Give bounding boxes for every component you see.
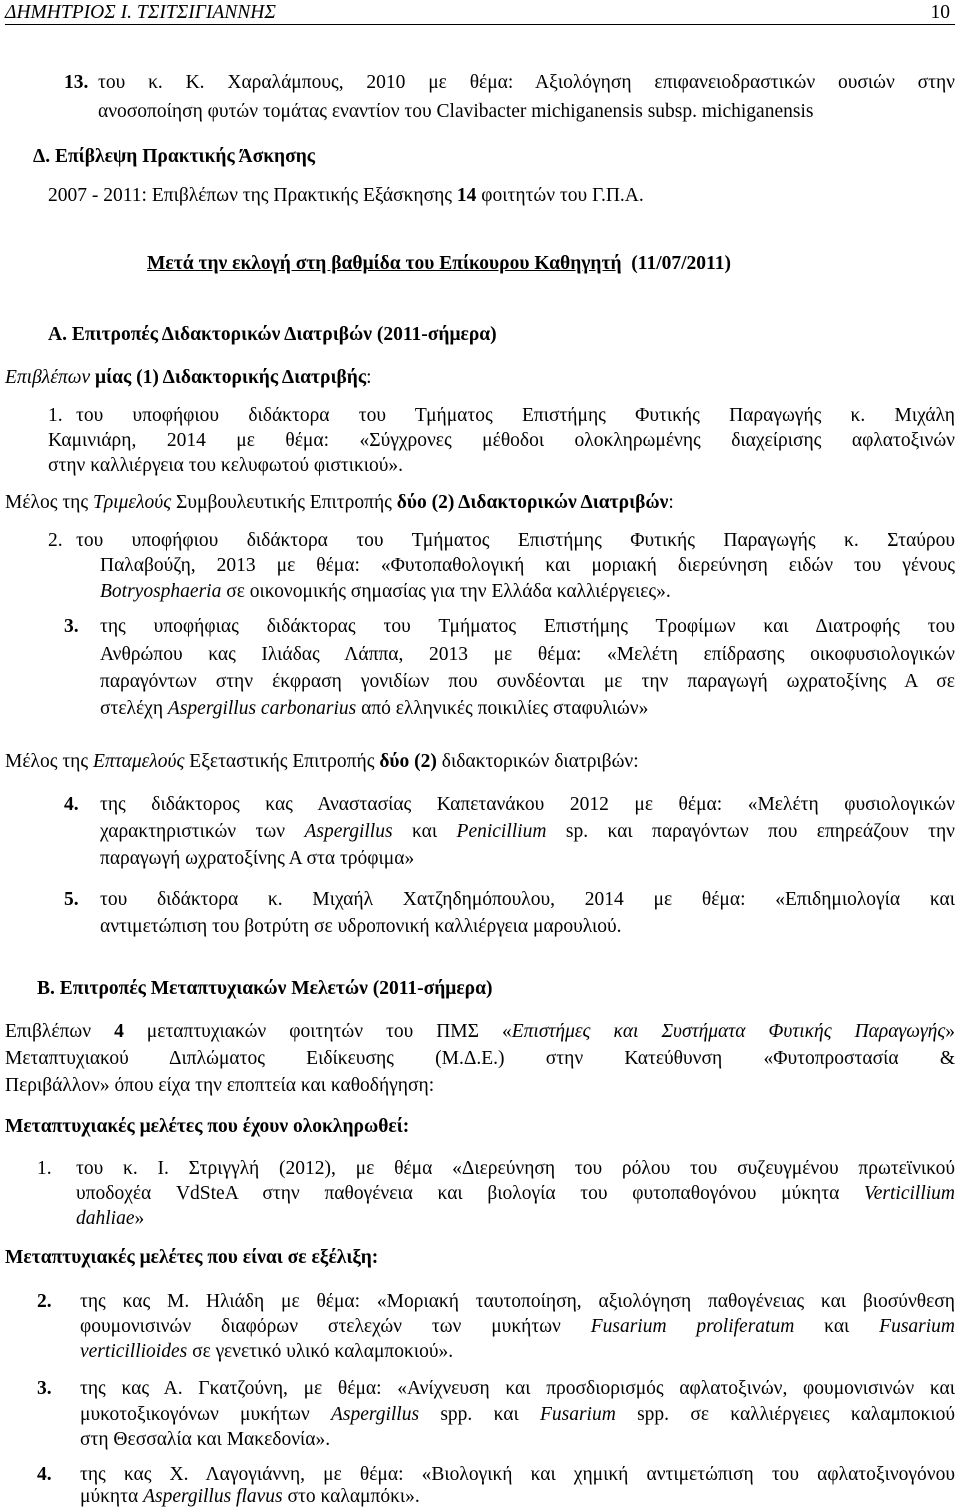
item-line <box>80 1484 955 1509</box>
item-line: της κας Α. Γκατζούνη, με θέμα: «Ανίχνευση και προσδιορισμός αφλατοξινών, φουμονισινών και <box>80 1378 955 1399</box>
item-line: του κ. Κ. Χαραλάμπους, 2010 με θέμα: Αξιολόγηση επιφανειοδραστικών ουσιών στην <box>98 72 955 93</box>
item-line <box>100 819 955 844</box>
species-name: Aspergillus carbonarius <box>167 698 357 719</box>
text: » <box>134 1208 145 1229</box>
text: και <box>392 821 457 842</box>
text: χαρακτηριστικών των <box>100 821 305 842</box>
text: μίας (1) Διδακτορικής Διατριβής <box>95 367 367 388</box>
text: διδακτορικών διατριβών: <box>436 751 639 772</box>
species-name: dahliae <box>76 1208 135 1229</box>
item-number: 4. <box>64 794 79 815</box>
item-line: Παλαβούζη, 2013 με θέμα: «Φυτοπαθολογική και μοριακή διερεύνηση ειδών του γένους <box>100 555 955 576</box>
item-number: 2. <box>48 530 63 551</box>
program-name: Επιστήμες και Συστήματα Φυτικής Παραγωγής <box>511 1021 946 1042</box>
text: : Επιβλέπων της Πρακτικής Εξάσκησης <box>141 185 457 206</box>
promotion-heading <box>147 251 731 276</box>
member-trimeles-line <box>5 490 674 515</box>
item-line: του διδάκτορα κ. Μιχαήλ Χατζηδημόπουλου, 2014 με θέμα: «Επιδημιολογία και <box>100 889 955 910</box>
item-line: Ανθρώπου κας Ιλιάδας Λάππα, 2013 με θέμα: «Μελέτη επίδρασης οικοφυσιολογικών <box>100 644 955 665</box>
intro-line: Μεταπτυχιακού Διπλώματος Ειδίκευσης (Μ.Δ.Ε.) στην Κατεύθυνση «Φυτοπροστασία & <box>5 1048 955 1069</box>
species-name: Aspergillus flavus <box>143 1486 283 1507</box>
item-line: του κ. Ι. Στριγγλή (2012), με θέμα «Διερεύνηση του ρόλου του συζευγμένου πρωτεϊνικού <box>76 1158 955 1179</box>
item-line: Καμινιάρη, 2014 με θέμα: «Σύγχρονες μέθοδοι ολοκληρωμένης διαχείρισης αφλατοξινών <box>48 430 955 451</box>
practical-training-text <box>48 183 928 208</box>
item-line: στη Θεσσαλία και Μακεδονία». <box>80 1429 331 1450</box>
text: μύκητα <box>80 1486 144 1507</box>
text: από ελληνικές ποικιλίες σταφυλιών» <box>356 698 649 719</box>
item-line: της κας Χ. Λαγογιάννη, με θέμα: «Βιολογική και χημική αντιμετώπιση του αφλατοξινογόνου <box>80 1464 955 1485</box>
text: δύο (2) <box>379 751 437 772</box>
intro-line: Περιβάλλον» όπου είχα την εποπτεία και καθοδήγηση: <box>5 1075 435 1096</box>
item-line: παραγωγή ωχρατοξίνης Α στα τρόφιμα» <box>100 848 415 869</box>
item-number: 13. <box>64 72 89 93</box>
item-line: του υποφήφιου διδάκτορα του Τμήματος Επιστήμης Φυτικής Παραγωγής κ. Σταύρου <box>76 530 955 551</box>
section-heading-a: Α. Επιτροπές Διδακτορικών Διατριβών (2011-σήμερα) <box>48 324 497 345</box>
text: spp. και <box>419 1404 540 1425</box>
item-number: 1. <box>48 405 63 426</box>
text: στελέχη <box>100 698 168 719</box>
text: μεταπτυχιακών φοιτητών του ΠΜΣ « <box>123 1021 512 1042</box>
text: φουμονισινών διαφόρων στελεχών των μυκήτων <box>80 1316 591 1337</box>
text: και <box>794 1316 880 1337</box>
supervising-line <box>5 365 372 390</box>
species-name: Penicillium <box>456 821 547 842</box>
ongoing-heading: Μεταπτυχιακές μελέτες που είναι σε εξέλιξη: <box>5 1247 379 1268</box>
item-line: της διδάκτορος κας Αναστασίας Καπετανάκου 2012 με θέμα: «Μελέτη φυσιολογικών <box>100 794 955 815</box>
section-heading-d: Δ. Επίβλεψη Πρακτικής Άσκησης <box>33 146 316 167</box>
item-line: της υποφήφιας διδάκτορας του Τμήματος Επιστήμης Τροφίμων και Διατροφής του <box>100 616 955 637</box>
item-line: του υποφήφιου διδάκτορα του Τμήματος Επιστήμης Φυτικής Παραγωγής κ. Μιχάλη <box>76 405 955 426</box>
item-line <box>80 1402 955 1427</box>
completed-heading: Μεταπτυχιακές μελέτες που έχουν ολοκληρωθεί: <box>5 1116 410 1137</box>
member-eptameles-line <box>5 749 639 774</box>
species-name: Aspergillus <box>304 821 393 842</box>
running-header <box>5 0 955 25</box>
page-number: 10 <box>930 2 950 23</box>
text: Επταμελούς <box>92 751 185 772</box>
item-line: στην καλλιέργεια του κελυφωτού φιστικιού». <box>48 455 404 476</box>
text: Τριμελούς <box>92 492 172 513</box>
item-number: 4. <box>37 1464 52 1485</box>
text: Εξεταστικής Επιτροπής <box>184 751 380 772</box>
species-name: Fusarium <box>879 1316 956 1337</box>
item-line <box>80 1339 955 1364</box>
item-number: 5. <box>64 889 79 910</box>
student-count: 14 <box>456 185 477 206</box>
item-line <box>80 1314 955 1339</box>
item-line <box>76 1206 955 1231</box>
promotion-date: (11/07/2011) <box>631 253 731 274</box>
text: sp. και παραγόντων που επηρεάζουν την <box>546 821 955 842</box>
item-line <box>76 1181 955 1206</box>
text: μυκοτοξικογόνων μυκήτων <box>80 1404 331 1425</box>
species-name: verticillioides <box>80 1341 188 1362</box>
text: spp. σε καλλιέργειες καλαμποκιού <box>615 1404 955 1425</box>
genus-name: Botryosphaeria <box>100 581 222 602</box>
species-name: Aspergillus <box>330 1404 420 1425</box>
item-line: της κας Μ. Ηλιάδη με θέμα: «Μοριακή ταυτοποίηση, αξιολόγηση παθογένειας και βιοσύνθεση <box>80 1291 955 1312</box>
item-line: παραγόντων στην έκφραση γονιδίων που συνδέονται με την παραγωγή ωχρατοξίνης Α σε <box>100 671 955 692</box>
text: σε οικονομικής σημασίας για την Ελλάδα καλλιέργειες». <box>221 581 671 602</box>
item-number: 2. <box>37 1291 52 1312</box>
promotion-title: Μετά την εκλογή στη βαθμίδα του Επίκουρου Καθηγητή <box>147 253 622 274</box>
text: : <box>366 367 372 388</box>
text: Μέλος της <box>5 751 93 772</box>
text: στο καλαμπόκι». <box>282 1486 420 1507</box>
text: φοιτητών του Γ.Π.Α. <box>476 185 644 206</box>
species-name: Fusarium <box>539 1404 616 1425</box>
text: Μέλος της <box>5 492 93 513</box>
years: 2007 - 2011 <box>48 185 142 206</box>
intro-line <box>5 1019 955 1044</box>
item-number: 3. <box>37 1378 52 1399</box>
item-number: 3. <box>64 616 79 637</box>
item-line: αντιμετώπιση του βοτρύτη σε υδροπονική καλλιέργεια μαρουλιού. <box>100 916 622 937</box>
header-author: ΔΗΜΗΤΡΙΟΣ Ι. ΤΣΙΤΣΙΓΙΑΝΝΗΣ <box>5 2 276 23</box>
item-line: ανοσοποίηση φυτών τομάτας εναντίον του Clavibacter michiganensis subsp. michiganensis <box>98 101 814 122</box>
text: υποδοχέα VdSteA στην παθογένεια και βιολογία του φυτοπαθογόνου μύκητα <box>76 1183 864 1204</box>
text: σε γενετικό υλικό καλαμποκιού». <box>187 1341 454 1362</box>
section-heading-b: Β. Επιτροπές Μεταπτυχιακών Μελετών (2011-σήμερα) <box>37 978 493 999</box>
species-name: Verticillium <box>864 1183 955 1204</box>
text: Συμβουλευτικής Επιτροπής <box>171 492 397 513</box>
text: 4 <box>114 1021 124 1042</box>
text: Επιβλέπων <box>5 367 96 388</box>
text: δύο (2) Διδακτορικών Διατριβών <box>396 492 669 513</box>
text: » <box>945 1021 955 1042</box>
species-name: Fusarium proliferatum <box>590 1316 795 1337</box>
text: : <box>668 492 674 513</box>
item-line <box>100 579 955 604</box>
item-number: 1. <box>37 1158 52 1179</box>
text: Επιβλέπων <box>5 1021 115 1042</box>
item-line <box>100 696 955 721</box>
